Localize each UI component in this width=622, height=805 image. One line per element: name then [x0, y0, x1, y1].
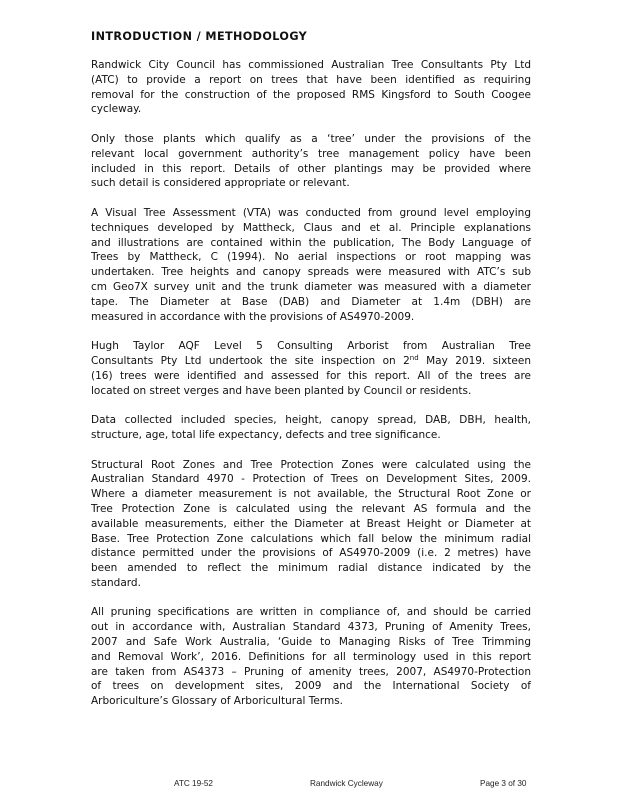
- text-line: tape. The Diameter at Base (DAB) and Diameter at 1.4m (DBH) are: [91, 295, 531, 308]
- text-line: Randwick City Council has commissioned Australian Tree Consultants Pty Ltd: [91, 59, 531, 71]
- text-line: Arboriculture’s Glossary of Arboricultural Terms.: [91, 695, 344, 708]
- footer-page-number: Page 3 of 30: [480, 779, 527, 788]
- footer-report-id: ATC 19-52: [174, 779, 213, 788]
- paragraph-tree-definition: [91, 132, 531, 191]
- text-line: Trees by Mattheck, C (1994). No aerial inspections or root mapping was: [91, 251, 531, 264]
- paragraph-pruning: [91, 605, 531, 709]
- text-line: A Visual Tree Assessment (VTA) was conducted from ground level employing: [91, 206, 531, 219]
- text-line: located on street verges and have been planted by Council or residents.: [91, 384, 472, 397]
- text-line: cycleway.: [91, 103, 142, 116]
- paragraph-root-zones: [91, 458, 531, 591]
- text-line: (ATC) to provide a report on trees that have been identified as requiring: [91, 73, 531, 86]
- text-line: out in accordance with, Australian Standard 4373, Pruning of Amenity Trees,: [91, 621, 531, 634]
- footer-project-name: Randwick Cycleway: [310, 779, 383, 788]
- text-line: removal for the construction of the proposed RMS Kingsford to South Coogee: [91, 88, 531, 101]
- text-line: Tree Protection Zone is calculated using the relevant AS formula and the: [91, 502, 531, 515]
- paragraph-data-collected: [91, 413, 531, 443]
- paragraph-vta: [91, 206, 531, 324]
- text-line: distance permitted under the provisions of AS4970-2009 (i.e. 2 metres) have: [91, 547, 531, 560]
- paragraph-commission: [91, 58, 531, 117]
- text-line: Structural Root Zones and Tree Protection Zones were calculated using the: [91, 458, 531, 471]
- text-line: [91, 354, 531, 369]
- text-line: such detail is considered appropriate or relevant.: [91, 177, 350, 190]
- text-line: relevant local government authority’s tree management policy have been: [91, 147, 531, 160]
- text-line: Where a diameter measurement is not available, the Structural Root Zone or: [91, 488, 531, 501]
- text-line: available measurements, either the Diameter at Breast Height or Diameter at: [91, 517, 531, 530]
- text-line: Data collected included species, height, canopy spread, DAB, DBH, health,: [91, 414, 531, 427]
- text-line: been amended to reflect the minimum radial distance indicated by the: [91, 562, 531, 575]
- section-heading: INTRODUCTION / METHODOLOGY: [91, 30, 308, 43]
- ordinal-suffix: nd: [409, 353, 419, 362]
- text-line: standard.: [91, 576, 141, 589]
- text-line: Only those plants which qualify as a ‘tree’ under the provisions of the: [91, 132, 531, 145]
- text-line: of trees on development sites, 2009 and the International Society of: [91, 680, 531, 693]
- text-line: measured in accordance with the provisions of AS4970-2009.: [91, 310, 415, 323]
- text-line-part: May 2019. sixteen: [418, 354, 531, 367]
- text-line: 2007 and Safe Work Australia, ‘Guide to Managing Risks of Tree Trimming: [91, 636, 531, 649]
- text-line: structure, age, total life expectancy, defects and tree significance.: [91, 428, 441, 441]
- text-line: (16) trees were identified and assessed for this report. All of the trees are: [91, 369, 531, 382]
- text-line: undertaken. Tree heights and canopy spreads were measured with ATC’s sub: [91, 266, 531, 279]
- text-line: All pruning specifications are written in compliance of, and should be carried: [91, 606, 531, 619]
- text-line: and Removal Work’, 2016. Definitions for all terminology used in this report: [91, 650, 531, 663]
- text-line: are taken from AS4373 – Pruning of amenity trees, 2007, AS4970-Protection: [91, 665, 531, 678]
- body-text: [91, 58, 531, 724]
- paragraph-site-inspection: [91, 339, 531, 398]
- text-line: included in this report. Details of other plantings may be provided where: [91, 162, 531, 175]
- text-line: cm Geo7X survey unit and the trunk diameter was measured with a diameter: [91, 280, 531, 293]
- text-line: and illustrations are contained within the publication, The Body Language of: [91, 236, 531, 249]
- text-line-part: Consultants Pty Ltd undertook the site inspection on 2: [91, 354, 410, 367]
- text-line: Hugh Taylor AQF Level 5 Consulting Arborist from Australian Tree: [91, 340, 531, 353]
- text-line: Base. Tree Protection Zone calculations which fall below the minimum radial: [91, 532, 531, 545]
- text-line: Australian Standard 4970 - Protection of Trees on Development Sites, 2009.: [91, 473, 531, 486]
- text-line: techniques developed by Mattheck, Claus and et al. Principle explanations: [91, 221, 531, 234]
